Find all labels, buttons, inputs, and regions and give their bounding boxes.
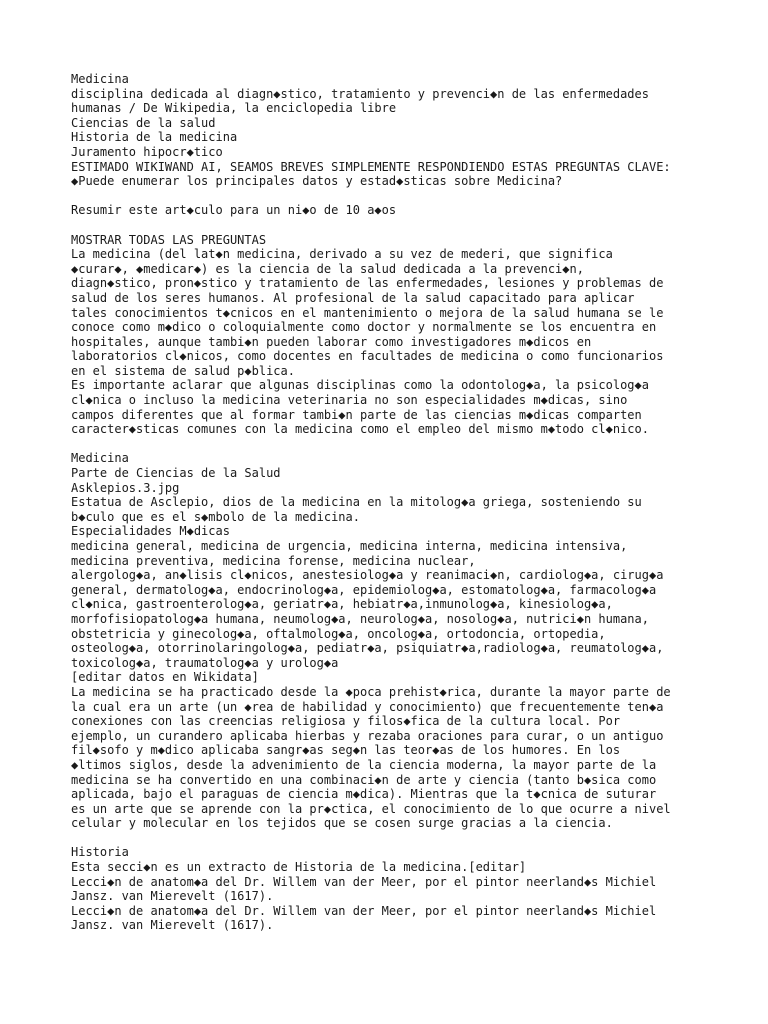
text-line: Jansz. van Mierevelt (1617). [71, 889, 274, 904]
section-infobox [71, 451, 711, 830]
text-line: Esta secci◆n es un extracto de Historia de la medicina.[editar] [71, 860, 527, 875]
text-line: Estatua de Asclepio, dios de la medicina en la mitolog◆a griega, sosteniendo su [71, 495, 642, 510]
text-line: Jansz. van Mierevelt (1617). [71, 918, 274, 933]
text-line: Lecci◆n de anatom◆a del Dr. Willem van der Meer, por el pintor neerland◆s Michiel [71, 874, 657, 889]
text-line: Juramento hipocr◆tico [71, 144, 223, 159]
text-line: en el sistema de salud p◆blica. [71, 363, 295, 378]
text-line: cl◆nica, gastroenterolog◆a, geriatr◆a, hebiatr◆a,inmunolog◆a, kinesiolog◆a, [71, 597, 613, 612]
text-line: Historia [71, 845, 129, 860]
document-body [71, 72, 711, 933]
text-line: salud de los seres humanos. Al profesional de la salud capacitado para aplicar [71, 290, 635, 305]
text-line: medicina preventiva, medicina forense, medicina nuclear, [71, 553, 476, 568]
text-line: general, dermatolog◆a, endocrinolog◆a, epidemiolog◆a, estomatolog◆a, farmacolog◆a [71, 582, 657, 597]
text-line: ejemplo, un curandero aplicaba hierbas y rezaba oraciones para curar, o un antiguo [71, 728, 664, 743]
text-line: diagn◆stico, pron◆stico y tratamiento de las enfermedades, lesiones y problemas de [71, 276, 664, 291]
text-line: medicina general, medicina de urgencia, medicina interna, medicina intensiva, [71, 539, 628, 553]
text-line: toxicolog◆a, traumatolog◆a y urolog◆a [71, 655, 339, 670]
text-line: La medicina se ha practicado desde la ◆poca prehist◆rica, durante la mayor parte de [71, 684, 671, 699]
text-line: morfofisiopatolog◆a humana, neumolog◆a, neurolog◆a, nosolog◆a, nutrici◆n humana, [71, 611, 649, 626]
blank-line [71, 831, 711, 846]
text-line: Asklepios.3.jpg [71, 480, 180, 495]
text-line: La medicina (del lat◆n medicina, derivado a su vez de mederi, que significa [71, 247, 613, 262]
text-line: ◆curar◆, ◆medicar◆) es la ciencia de la salud dedicada a la prevenci◆n, [71, 261, 584, 276]
blank-line [71, 437, 711, 452]
text-line: conoce como m◆dico o coloquialmente como doctor y normalmente se los encuentra en [71, 320, 657, 335]
section-intro [71, 233, 711, 437]
text-line: Historia de la medicina [71, 130, 238, 145]
text-line: Especialidades M◆dicas [71, 524, 230, 539]
text-line: ESTIMADO WIKIWAND AI, SEAMOS BREVES SIMPLEMENTE RESPONDIENDO ESTAS PREGUNTAS CLAVE: [71, 159, 671, 174]
text-line: Lecci◆n de anatom◆a del Dr. Willem van der Meer, por el pintor neerland◆s Michiel [71, 903, 657, 918]
text-line: celular y molecular en los tejidos que se cosen surge gracias a la ciencia. [71, 816, 613, 831]
text-line: la cual era un arte (un ◆rea de habilidad y conocimiento) que frecuentemente ten◆a [71, 699, 664, 714]
text-line: [editar datos en Wikidata] [71, 670, 259, 685]
text-line: conexiones con las creencias religiosa y filos◆fica de la cultura local. Por [71, 714, 621, 729]
text-line: hospitales, aunque tambi◆n pueden laborar como investigadores m◆dicos en [71, 334, 592, 349]
text-line: tales conocimientos t◆cnicos en el mantenimiento o mejora de la salud humana se le [71, 305, 664, 320]
text-line: obstetricia y ginecolog◆a, oftalmolog◆a, oncolog◆a, ortodoncia, ortopedia, [71, 626, 606, 641]
text-line: laboratorios cl◆nicos, como docentes en facultades de medicina o como funcionarios [71, 349, 664, 364]
text-line: Parte de Ciencias de la Salud [71, 466, 281, 481]
text-line: osteolog◆a, otorrinolaringolog◆a, pediatr◆a, psiquiatr◆a,radiolog◆a, reumatolog◆a, [71, 641, 664, 656]
text-line: Es importante aclarar que algunas disciplinas como la odontolog◆a, la psicolog◆a [71, 378, 649, 393]
section-historia [71, 845, 711, 933]
section-header [71, 72, 711, 189]
text-line: campos diferentes que al formar tambi◆n parte de las ciencias m◆dicas comparten [71, 407, 642, 422]
text-line: aplicada, bajo el paraguas de ciencia m◆dica). Mientras que la t◆cnica de suturar [71, 787, 657, 802]
text-line: Medicina [71, 72, 129, 86]
text-line: medicina se ha convertido en una combinaci◆n de arte y ciencia (tanto b◆sica como [71, 772, 657, 787]
text-line: fil◆sofo y m◆dico aplicaba sangr◆as seg◆n las teor◆as de los humores. En los [71, 743, 621, 758]
text-line: humanas / De Wikipedia, la enciclopedia libre [71, 101, 397, 116]
text-line: b◆culo que es el s◆mbolo de la medicina. [71, 509, 360, 524]
section-summary [71, 203, 711, 218]
blank-line [71, 189, 711, 204]
text-line: es un arte que se aprende con la pr◆ctica, el conocimiento de lo que ocurre a nivel [71, 801, 671, 816]
text-line: caracter◆sticas comunes con la medicina como el empleo del mismo m◆todo cl◆nico. [71, 422, 649, 437]
text-line: alergolog◆a, an◆lisis cl◆nicos, anestesiolog◆a y reanimaci◆n, cardiolog◆a, cirug◆a [71, 568, 664, 583]
text-line: Resumir este art◆culo para un ni◆o de 10 a◆os [71, 203, 397, 218]
text-line: MOSTRAR TODAS LAS PREGUNTAS [71, 232, 267, 247]
text-line: cl◆nica o incluso la medicina veterinaria no son especialidades m◆dicas, sino [71, 393, 628, 408]
text-line: disciplina dedicada al diagn◆stico, tratamiento y prevenci◆n de las enfermedades [71, 86, 649, 101]
text-line: Ciencias de la salud [71, 115, 216, 130]
blank-line [71, 218, 711, 233]
text-line: ◆ltimos siglos, desde la advenimiento de la ciencia moderna, la mayor parte de la [71, 757, 657, 772]
text-line: Medicina [71, 451, 129, 466]
text-line: ◆Puede enumerar los principales datos y estad◆sticas sobre Medicina? [71, 174, 563, 189]
